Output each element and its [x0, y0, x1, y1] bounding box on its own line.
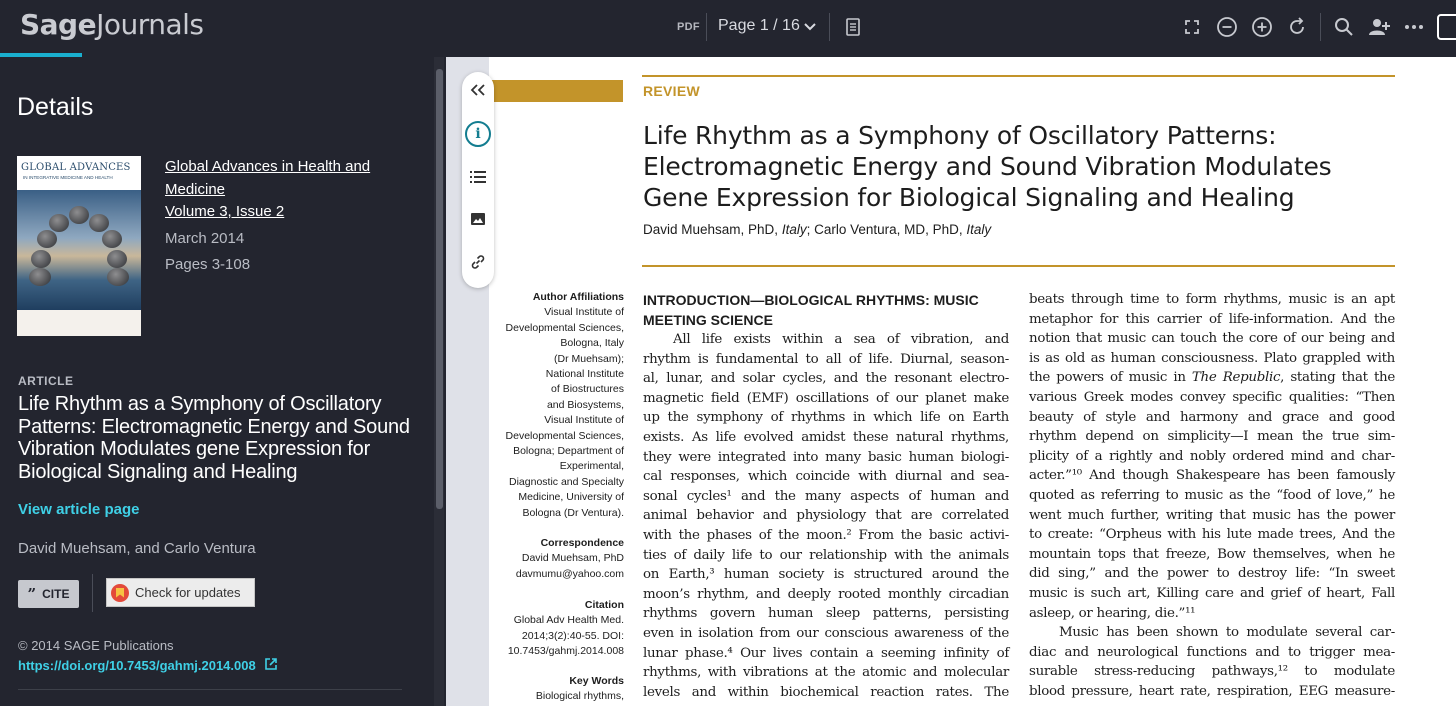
- list-icon[interactable]: [468, 167, 488, 187]
- crossmark-icon: [111, 584, 129, 602]
- body-text-line: they were integrated into many basic human biologi-: [643, 449, 1009, 465]
- details-panel: [0, 57, 446, 706]
- body-text-line: rhythm depend on simplicity—I mean the true sim-: [1029, 429, 1395, 445]
- info-icon[interactable]: i: [465, 121, 491, 147]
- journal-cover-image[interactable]: [17, 156, 141, 336]
- body-text-line: asleep, or hearing, die.”¹¹: [1029, 605, 1196, 621]
- cover-footer: [17, 310, 141, 336]
- cover-title: GLOBAL ADVANCES: [21, 162, 131, 173]
- zoom-out-icon[interactable]: [1215, 15, 1239, 39]
- affiliation-line: Bologna; Department of: [513, 445, 624, 458]
- correspondence-lines: [489, 551, 624, 582]
- paper-title: [643, 120, 1403, 213]
- page-indicator[interactable]: Page 1 / 16: [718, 17, 800, 34]
- citation-line: 2014;3(2):40-55. DOI:: [521, 629, 624, 642]
- body-text-line: beauty of style and harmony and grace and good: [1029, 409, 1395, 425]
- cite-label: CITE: [42, 587, 70, 601]
- body-text-line: the powers of music in The Republic, stating that the: [1029, 370, 1396, 386]
- viewer-side-rail: [462, 72, 494, 288]
- body-text-line: rhythm is fundamental to all of life. Diurnal, season-: [643, 351, 1009, 367]
- body-column-2: [1029, 290, 1395, 701]
- section-label: REVIEW: [643, 83, 701, 99]
- affiliation-line: (Dr Muehsam);: [553, 352, 624, 365]
- divider: [1320, 13, 1321, 41]
- body-text-line: notion that music can touch the core of our being and: [1029, 331, 1395, 347]
- body-text-line: lunar phase.⁴ Our lives contain a seeming infinity of: [643, 645, 1009, 661]
- author-country: Italy: [966, 222, 992, 237]
- citation: [489, 598, 624, 660]
- page-range: Pages 3-108: [165, 256, 251, 273]
- issue-date: March 2014: [165, 230, 245, 247]
- view-article-link[interactable]: View article page: [18, 501, 140, 518]
- paper-title-line: Electromagnetic Energy and Sound Vibration Modulates: [643, 152, 1332, 181]
- body-text-line: surable stress-reducing pathways,¹² to modulate: [1029, 664, 1395, 680]
- byline-rule: [642, 265, 1395, 267]
- copyright: © 2014 SAGE Publications: [18, 638, 174, 653]
- zoom-in-icon[interactable]: [1250, 15, 1274, 39]
- pdf-tag: PDF: [677, 21, 700, 33]
- outline-icon[interactable]: [841, 15, 865, 39]
- brand-part1: Sage: [20, 8, 97, 41]
- affiliation-line: Visual Institute of: [544, 414, 624, 427]
- affiliations-heading: Author Affiliations: [532, 291, 624, 303]
- body-text-line: plicity of a rightly and nobly ordered mind and char-: [1029, 448, 1395, 464]
- section-heading: INTRODUCTION—BIOLOGICAL RHYTHMS: MUSIC MEETING SCIENCE: [643, 292, 979, 328]
- divider: [829, 13, 830, 41]
- body-text-line: animal behavior and physiology that are correlated: [643, 508, 1009, 524]
- body-text-line: Music has been shown to modulate several car-: [1059, 625, 1395, 641]
- body-text-line: music is such art, Killing care and grief of heart, Fall: [1029, 585, 1395, 601]
- more-icon[interactable]: [1402, 15, 1426, 39]
- affiliation-line: Developmental Sciences,: [505, 429, 624, 442]
- author-country: Italy: [781, 222, 807, 237]
- citation-line: 10.7453/gahmj.2014.008: [507, 645, 624, 658]
- body-text-line: acter.”¹⁰ And though Shakespeare has been famously: [1029, 468, 1395, 484]
- body-text-line: metaphor for this carrier of life-information. And the: [1029, 311, 1395, 327]
- affiliation-line: of Biostructures: [551, 383, 624, 396]
- collapse-chevrons-icon[interactable]: [468, 80, 488, 100]
- body-text-line: blood pressure, heart rate, respiration, EEG measure-: [1029, 683, 1395, 699]
- affiliation-line: Experimental,: [559, 460, 624, 473]
- quote-icon: ”: [27, 585, 37, 603]
- affiliation-line: Diagnostic and Specialty: [509, 475, 624, 488]
- body-text-line: went much further, writing that music has the power: [1029, 507, 1395, 523]
- body-text-line: exists. As life evolved amidst these natural rhythms,: [643, 429, 1009, 445]
- affiliation-line: Bologna (Dr Ventura).: [522, 506, 624, 519]
- correspondence-line: davmumu@yahoo.com: [515, 567, 624, 580]
- cite-button[interactable]: [18, 580, 79, 608]
- body-text-line: moon’s rhythm, and deeply rooted monthly circadian: [643, 586, 1009, 602]
- author-name: David Muehsam, PhD,: [643, 222, 782, 237]
- header-color-bar: [489, 80, 623, 102]
- image-icon[interactable]: [468, 209, 488, 229]
- affiliation-line: and Biosystems,: [546, 398, 624, 411]
- body-text-line: to create: “Orpheus with his lute made trees, And the: [1029, 527, 1395, 543]
- chevron-down-icon[interactable]: [803, 17, 817, 42]
- cover-subtitle: IN INTEGRATIVE MEDICINE AND HEALTH: [23, 175, 113, 180]
- body-text-line: with the phases of the moon.² From the basic activi-: [643, 527, 1009, 543]
- body-text-line: cal responses, which coincide with diurnal and sea-: [643, 469, 1009, 485]
- header-rule: [642, 75, 1395, 77]
- article-type-label: ARTICLE: [18, 374, 74, 388]
- affiliation-line: Visual Institute of: [544, 306, 624, 319]
- article-title: Life Rhythm as a Symphony of Oscillatory Patterns: Electromagnetic Energy and Sound Vibration Modulates gene Expression for Biological Signaling and Healing: [18, 393, 410, 483]
- affiliation-line: National Institute: [545, 368, 624, 381]
- body-text-line: diac and neurological functions and to trigger mea-: [1029, 644, 1395, 660]
- paper-title-line: Gene Expression for Biological Signaling and Healing: [643, 183, 1295, 212]
- search-icon[interactable]: [1332, 15, 1356, 39]
- correspondence-line: David Muehsam, PhD: [521, 552, 624, 565]
- paper-byline: [643, 222, 991, 237]
- external-link-icon: [264, 657, 278, 674]
- keywords-lines: [489, 689, 624, 704]
- body-column-1: [643, 330, 1009, 702]
- doi-link[interactable]: [18, 657, 278, 674]
- body-text-line: did sing,” and the power to destroy life: “In sweet: [1029, 566, 1395, 582]
- keywords: [489, 674, 624, 705]
- body-text-line: ties of daily life to our relationship with the animals: [643, 547, 1009, 563]
- body-text-line: beats through time to form rhythms, music is an apt: [1029, 292, 1395, 307]
- top-toolbar: [0, 0, 1456, 57]
- body-text-line: All life exists within a sea of vibration, and: [673, 332, 1009, 347]
- author-name: ; Carlo Ventura, MD, PhD,: [806, 222, 967, 237]
- citation-lines: [489, 613, 624, 659]
- check-for-updates-button[interactable]: [106, 578, 255, 607]
- affiliation-line: Medicine, University of: [518, 491, 624, 504]
- journal-name-link[interactable]: Global Advances in Health and: [165, 158, 371, 175]
- affiliations-lines: [489, 305, 624, 521]
- body-text-line: rhythms govern human sleep patterns, persisting: [643, 606, 1009, 622]
- correspondence-heading: Correspondence: [540, 537, 624, 549]
- body-text-line: on Earth,³ human society is structured around the: [643, 567, 1009, 583]
- divider: [18, 689, 402, 690]
- body-text-line: magnetic field (EMF) oscillations of our planet make: [643, 390, 1009, 406]
- share-user-icon[interactable]: [1367, 15, 1391, 39]
- cover-photo: [17, 190, 141, 310]
- journal-name-link-line2[interactable]: Medicine: [165, 181, 226, 198]
- body-text-line: levels and within biochemical reaction rates. The: [643, 684, 1009, 700]
- body-text-line: is as old as human consciousness. Plato grappled with: [1029, 350, 1395, 366]
- keyword-line: Biological rhythms,: [535, 690, 624, 703]
- affiliation-line: Bologna, Italy: [560, 337, 624, 350]
- scrollbar-thumb[interactable]: [436, 69, 443, 509]
- body-text-line: up the symphony of rhythms in which life on Earth: [643, 410, 1009, 426]
- body-text-line: sonal cycles¹ and the many aspects of human and: [643, 488, 1009, 504]
- author-affiliations: [489, 290, 624, 521]
- brand-part2: Journals: [96, 8, 204, 41]
- body-text-line: rhythms, with vibrations at the atomic and molecular: [643, 665, 1009, 681]
- correspondence: [489, 536, 624, 582]
- body-text-line: quoted as referring to music as the “food of love,” he: [1029, 487, 1395, 503]
- paper-title-line: Life Rhythm as a Symphony of Oscillatory Patterns:: [643, 121, 1277, 150]
- body-text-line: mountain tops that freeze, Bow themselves, when he: [1029, 546, 1395, 562]
- body-text-line: al, lunar, and solar cycles, and the resonant electro-: [643, 371, 1009, 387]
- details-heading: Details: [17, 93, 94, 121]
- volume-issue-link[interactable]: Volume 3, Issue 2: [165, 203, 285, 220]
- keywords-heading: Key Words: [569, 675, 624, 687]
- affiliation-line: Developmental Sciences,: [505, 321, 624, 334]
- citation-line: Global Adv Health Med.: [513, 614, 624, 627]
- body-text-line: even in isolation from our conscious awareness of the: [643, 625, 1009, 641]
- rotate-icon[interactable]: [1285, 15, 1309, 39]
- divider: [706, 13, 707, 41]
- authors: David Muehsam, and Carlo Ventura: [18, 540, 256, 557]
- citation-heading: Citation: [584, 599, 624, 611]
- doi-text: https://doi.org/10.7453/gahmj.2014.008: [18, 658, 256, 673]
- sage-journals-logo[interactable]: [20, 8, 204, 41]
- divider: [92, 574, 93, 612]
- fullscreen-icon[interactable]: [1180, 15, 1204, 39]
- body-text-line: various Greek modes convey specific qualities: “Then: [1029, 389, 1395, 405]
- check-updates-label: Check for updates: [135, 585, 241, 600]
- link-icon[interactable]: [468, 252, 488, 272]
- panel-toggle-icon[interactable]: [1437, 14, 1456, 40]
